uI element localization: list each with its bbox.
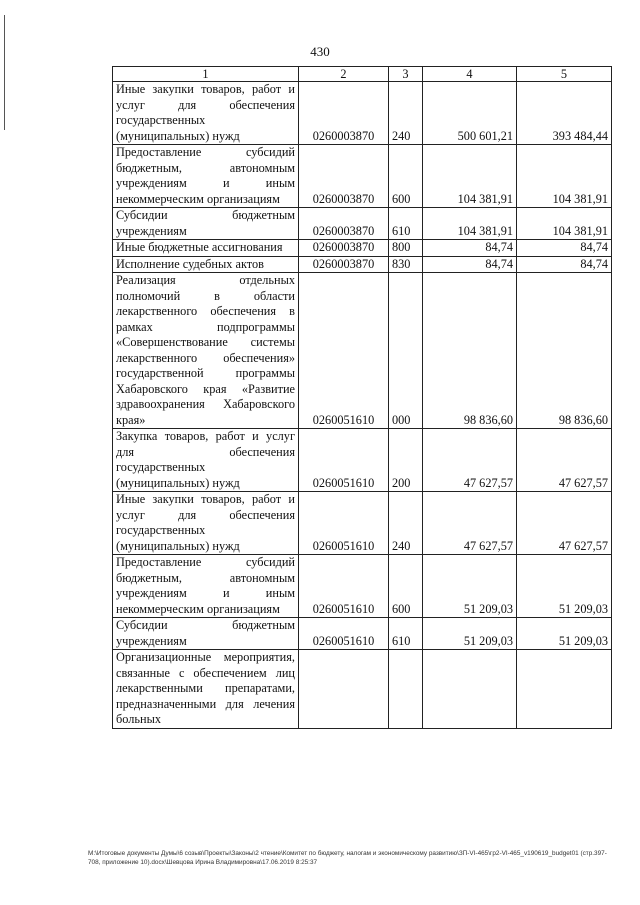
row-amount-1: 84,74 <box>423 256 517 273</box>
row-name: Организационные мероприятия, связанные с обеспечением лиц лекарственными препаратами, предназначенными для лечения больных <box>113 650 299 729</box>
row-amount-1: 104 381,91 <box>423 145 517 208</box>
row-amount-1 <box>423 650 517 729</box>
row-amount-1: 47 627,57 <box>423 492 517 555</box>
row-expense-type: 240 <box>389 492 423 555</box>
table-row <box>113 555 612 618</box>
row-name: Иные бюджетные ассигнования <box>113 240 299 257</box>
row-amount-2: 51 209,03 <box>517 618 612 650</box>
row-name: Закупка товаров, работ и услуг для обеспечения государственных (муниципальных) нужд <box>113 429 299 492</box>
row-amount-1: 51 209,03 <box>423 618 517 650</box>
row-target-code: 0260051610 <box>299 429 389 492</box>
row-name: Предоставление субсидий бюджетным, автономным учреждениям и иным некоммерческим организациям <box>113 555 299 618</box>
row-target-code: 0260003870 <box>299 240 389 257</box>
table-row <box>113 273 612 429</box>
row-amount-1: 47 627,57 <box>423 429 517 492</box>
row-amount-2: 104 381,91 <box>517 208 612 240</box>
table-row <box>113 145 612 208</box>
row-name: Субсидии бюджетным учреждениям <box>113 208 299 240</box>
row-target-code <box>299 650 389 729</box>
row-amount-1: 84,74 <box>423 240 517 257</box>
row-expense-type: 600 <box>389 145 423 208</box>
row-amount-2: 104 381,91 <box>517 145 612 208</box>
row-expense-type: 600 <box>389 555 423 618</box>
row-target-code: 0260051610 <box>299 618 389 650</box>
row-amount-2: 98 836,60 <box>517 273 612 429</box>
column-header-5: 5 <box>517 67 612 82</box>
column-header-3: 3 <box>389 67 423 82</box>
row-amount-2: 47 627,57 <box>517 492 612 555</box>
row-expense-type: 000 <box>389 273 423 429</box>
row-expense-type: 200 <box>389 429 423 492</box>
row-amount-2: 393 484,44 <box>517 82 612 145</box>
row-expense-type: 800 <box>389 240 423 257</box>
row-target-code: 0260051610 <box>299 273 389 429</box>
table-row <box>113 492 612 555</box>
budget-table <box>112 66 612 729</box>
page-number: 430 <box>310 44 330 59</box>
row-amount-2: 84,74 <box>517 240 612 257</box>
row-amount-2: 84,74 <box>517 256 612 273</box>
row-target-code: 0260003870 <box>299 145 389 208</box>
page-edge-mark <box>4 15 5 130</box>
column-header-4: 4 <box>423 67 517 82</box>
row-name: Субсидии бюджетным учреждениям <box>113 618 299 650</box>
row-expense-type: 610 <box>389 208 423 240</box>
table-row <box>113 618 612 650</box>
row-amount-1: 500 601,21 <box>423 82 517 145</box>
row-target-code: 0260003870 <box>299 82 389 145</box>
row-amount-2 <box>517 650 612 729</box>
row-target-code: 0260051610 <box>299 555 389 618</box>
row-target-code: 0260003870 <box>299 208 389 240</box>
row-name: Предоставление субсидий бюджетным, автономным учреждениям и иным некоммерческим организациям <box>113 145 299 208</box>
row-amount-2: 47 627,57 <box>517 429 612 492</box>
row-amount-1: 51 209,03 <box>423 555 517 618</box>
table-row <box>113 82 612 145</box>
row-amount-1: 98 836,60 <box>423 273 517 429</box>
row-amount-1: 104 381,91 <box>423 208 517 240</box>
table-row <box>113 256 612 273</box>
row-expense-type <box>389 650 423 729</box>
row-amount-2: 51 209,03 <box>517 555 612 618</box>
table-header-row <box>113 67 612 82</box>
row-target-code: 0260051610 <box>299 492 389 555</box>
row-name: Реализация отдельных полномочий в области лекарственного обеспечения в рамках подпрограммы «Совершенствование системы лекарственного обеспечения» государственной программы Хабаровского края «Развитие здравоохранения Хабаровского края» <box>113 273 299 429</box>
row-target-code: 0260003870 <box>299 256 389 273</box>
row-name: Исполнение судебных актов <box>113 256 299 273</box>
table-row <box>113 240 612 257</box>
row-expense-type: 240 <box>389 82 423 145</box>
table-row <box>113 650 612 729</box>
document-path-footer: М:\Итоговые документы Думы\6 созыв\Проекты\Законы\2 чтение\Комитет по бюджету, налогам и экономическому развитию\ЗП-VI-465\гр2-VI-465_v190619_budget01 (стр.397-708, приложение 10).docx\Шевцова Ирина Владимировна\17.06.2019 8:25:37 <box>88 850 607 866</box>
row-name: Иные закупки товаров, работ и услуг для обеспечения государственных (муниципальных) нужд <box>113 492 299 555</box>
table-row <box>113 208 612 240</box>
column-header-1: 1 <box>113 67 299 82</box>
column-header-2: 2 <box>299 67 389 82</box>
row-expense-type: 610 <box>389 618 423 650</box>
table-row <box>113 429 612 492</box>
row-name: Иные закупки товаров, работ и услуг для обеспечения государственных (муниципальных) нужд <box>113 82 299 145</box>
row-expense-type: 830 <box>389 256 423 273</box>
